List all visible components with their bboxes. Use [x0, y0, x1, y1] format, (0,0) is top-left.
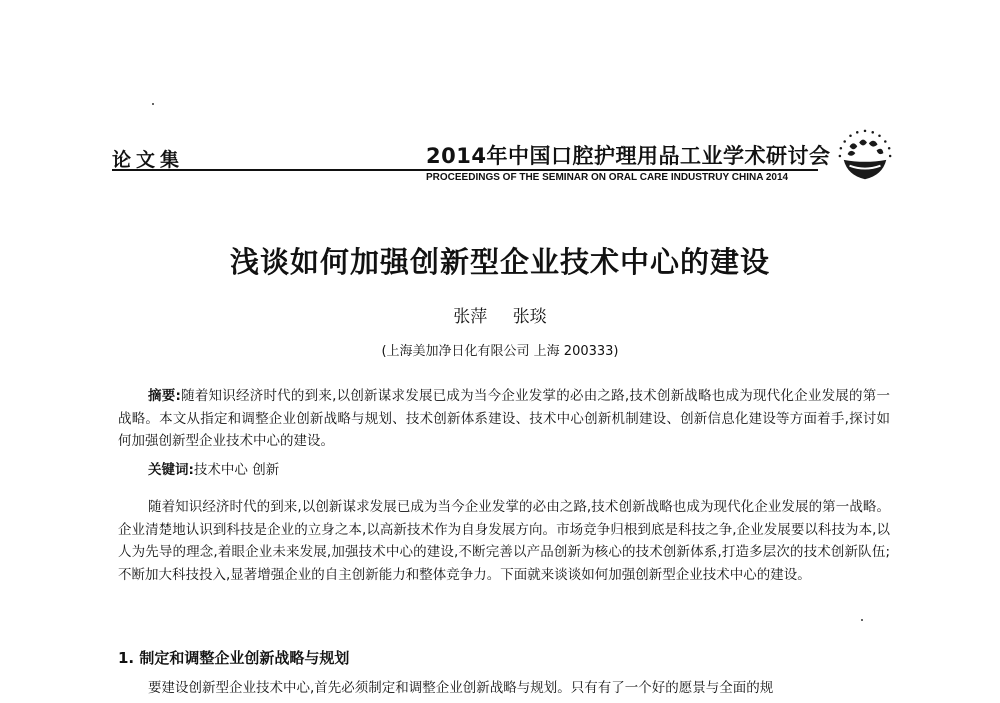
conference-title: 2014年中国口腔护理用品工业学术研讨会: [426, 144, 831, 168]
seminar-logo-icon: [836, 127, 894, 185]
abstract: [118, 385, 890, 453]
section-1-paragraph: 要建设创新型企业技术中心,首先必须制定和调整企业创新战略与规划。只有有了一个好的愿景与全面的规: [148, 680, 774, 696]
header-rule: [112, 169, 818, 171]
scan-speck: [152, 103, 154, 105]
abstract-text: 随着知识经济时代的到来,以创新谋求发展已成为当今企业发掌的必由之路,技术创新战略也成为现代化企业发展的第一战略。本文从指定和调整企业创新战略与规划、技术创新体系建设、技术中心创新机制建设、创新信息化建设等方面着手,探讨如何加强创新型企业技术中心的建设。: [118, 388, 890, 449]
intro-paragraph: 随着知识经济时代的到来,以创新谋求发展已成为当今企业发掌的必由之路,技术创新战略也成为现代化企业发展的第一战略。企业清楚地认识到科技是企业的立身之本,以高新技术作为自身发展方向。市场竞争归根到底是科技之争,企业发展要以科技为本,以人为先导的理念,着眼企业未来发展,加强技术中心的建设,不断完善以产品创新为核心的技术创新体系,打造多层次的技术创新队伍;不断加大科技投入,显著增强企业的自主创新能力和整体竞争力。下面就来谈谈如何加强创新型企业技术中心的建设。: [118, 499, 890, 583]
keywords-label: 关键词:: [148, 462, 194, 478]
keywords-text: 技术中心 创新: [193, 462, 280, 478]
conference-subtitle-en: PROCEEDINGS OF THE SEMINAR ON ORAL CARE INDUSTRUY CHINA 2014: [426, 172, 789, 183]
section-1-heading: 1. 制定和调整企业创新战略与规划: [118, 649, 350, 667]
keywords: [148, 459, 279, 482]
abstract-label: 摘要:: [148, 388, 181, 404]
article-title: 浅谈如何加强创新型企业技术中心的建设: [229, 245, 770, 279]
collection-label: 论文集: [112, 149, 185, 171]
author-affiliation: (上海美加净日化有限公司 上海 200333): [381, 344, 619, 359]
article-authors: 张萍 张琰: [453, 307, 547, 327]
scan-speck: [861, 619, 863, 621]
